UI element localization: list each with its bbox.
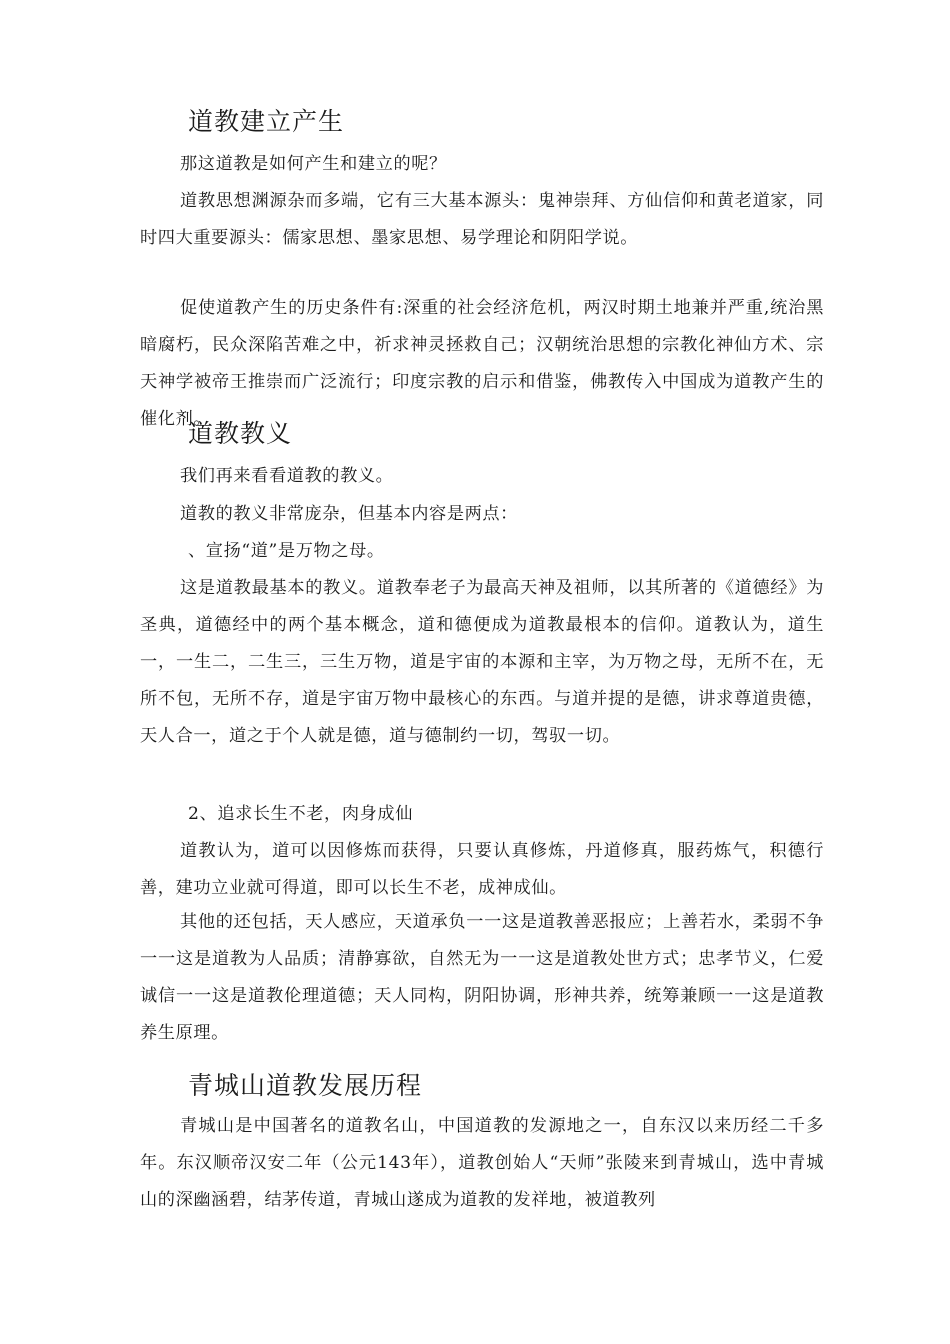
paragraph: 青城山是中国著名的道教名山，中国道教的发源地之一，自东汉以来历经二千多年。东汉顺帝汉安二年（公元143年），道教创始人“天师”张陵来到青城山，选中青城山的深幽涵碧，结茅传道，青城山遂成为道教的发祥地，被道教列 [140,1116,824,1210]
list-item: 、宣扬“道”是万物之母。 [188,541,385,561]
paragraph: 道教的教义非常庞杂，但基本内容是两点： [180,504,518,524]
section-heading-doctrine: 道教教义 [188,419,293,448]
paragraph: 这是道教最基本的教义。道教奉老子为最高天神及祖师，以其所著的《道德经》为圣典，道德经中的两个基本概念，道和德便成为道教最根本的信仰。道教认为，道生一，一生二，二生三，三生万物，道是宇宙的本源和主宰，为万物之母，无所不在，无所不包，无所不存，道是宇宙万物中最核心的东西。与道并提的是德，讲求尊道贵德，天人合一，道之于个人就是德，道与德制约一切，驾驭一切。 [140,578,824,746]
paragraph: 促使道教产生的历史条件有:深重的社会经济危机，两汉时期土地兼并严重,统治黑暗腐朽，民众深陷苦难之中，祈求神灵拯救自己；汉朝统治思想的宗教化神仙方术、宗天神学被帝王推崇而广泛流行；印度宗教的启示和借鉴，佛教传入中国成为道教产生的催化剂。 [140,298,824,429]
list-item: 2、追求长生不老，肉身成仙 [188,804,413,824]
paragraph: 其他的还包括，天人感应，天道承负一一这是道教善恶报应；上善若水，柔弱不争一一这是道教为人品质；清静寡欲，自然无为一一这是道教处世方式；忠孝节义，仁爱诚信一一这是道教伦理道德；天人同构，阴阳协调，形神共养，统筹兼顾一一这是道教养生原理。 [140,912,824,1043]
paragraph: 道教认为，道可以因修炼而获得，只要认真修炼，丹道修真，服药炼气，积德行善，建功立业就可得道，即可以长生不老，成神成仙。 [140,841,824,898]
paragraph: 我们再来看看道教的教义。 [180,466,394,486]
paragraph: 那这道教是如何产生和建立的呢？ [180,154,447,174]
section-heading-origin: 道教建立产生 [188,107,345,136]
paragraph: 道教思想渊源杂而多端，它有三大基本源头：鬼神崇拜、方仙信仰和黄老道家，同时四大重要源头：儒家思想、墨家思想、易学理论和阴阳学说。 [140,191,824,248]
section-heading-qingcheng: 青城山道教发展历程 [188,1071,423,1100]
